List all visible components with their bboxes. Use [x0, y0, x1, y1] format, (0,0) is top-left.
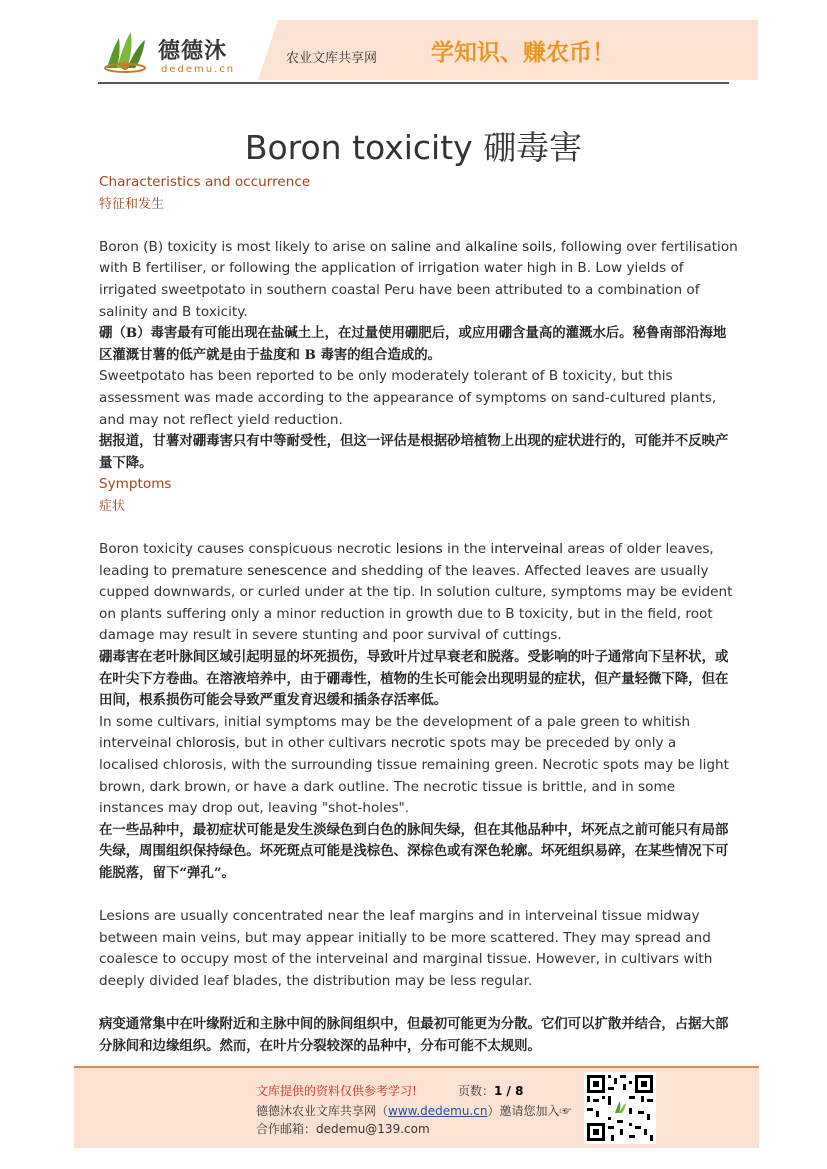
qr-code-icon[interactable] — [584, 1072, 656, 1144]
paragraph-5: Lesions are usually concentrated near the leaf margins and in interveinal tissue midway between main veins, but may appear initially to be more scattered. They may spread and coalesce to occupy most of the interveinal and marginal tissue. However, in cultivars with deeply divided leaf blades, the distribution may be less regular. — [99, 908, 713, 989]
text: and — [431, 238, 466, 255]
paragraph-2-cn: 据报道，甘薯对硼毒害只有中等耐受性，但这一评估是根据砂培植物上出现的症状进行的，可能并不反映产量下降。 — [99, 433, 729, 471]
footer-site-line — [256, 1102, 572, 1119]
glossary-link-necrotic[interactable]: necrotic — [390, 735, 446, 752]
spacer — [99, 215, 739, 237]
spacer — [99, 993, 739, 1015]
text: in the — [442, 541, 491, 558]
paragraph-3-cn: 硼毒害在老叶脉间区域引起明显的坏死损伤，导致叶片过早衰老和脱落。受影响的叶子通常向下呈杯状，或在叶尖下方卷曲。在溶液培养中，由于硼毒性，植物的生长可能会出现明显的症状，但产量轻微下降，但在田间，根系损伤可能会导致严重发育迟缓和插条存活率低。 — [99, 649, 729, 709]
footer-email: 合作邮箱：dedemu@139.com — [256, 1122, 430, 1136]
logo-name: 德德沐 — [158, 38, 228, 64]
text: ）邀请您加入☞ — [487, 1104, 572, 1118]
text: and shedding of the leaves. Affected leaves are usually cupped downwards, or curled under at the tip. In solution culture, symptoms may be evident on plants suffering only a minor reduction in growth due to B toxicity, but in the field, root damage may result in severe stunting and poor survival of cuttings. — [99, 562, 733, 644]
paragraph-4-cn: 在一些品种中，最初症状可能是发生淡绿色到白色的脉间失绿，但在其他品种中，坏死点之前可能只有局部失绿，周围组织保持绿色。坏死斑点可能是浅棕色、深棕色或有深色轮廓。坏死组织易碎，在某些情况下可能脱落，留下“弹孔”。 — [99, 821, 729, 881]
glossary-link-lesions[interactable]: lesions — [395, 541, 443, 558]
text: 德德沐农业文库共享网（ — [256, 1104, 389, 1118]
spacer — [99, 885, 739, 907]
page-header — [98, 20, 759, 82]
text: spots may be preceded by only a localised chlorosis, with the surrounding tissue remaining green. Necrotic spots may be light brown, dark brown, or have a dark outline. The necrotic tissue is brittle, and in some instances may drop out, leaving "shot-holes". — [99, 735, 729, 817]
paragraph-3 — [99, 539, 739, 647]
glossary-link-interveinal[interactable]: interveinal — [490, 541, 564, 558]
page-footer — [74, 1066, 759, 1148]
section-heading-characteristics-cn: 特征和发生 — [99, 196, 165, 212]
section-heading-symptoms-cn: 症状 — [99, 498, 126, 514]
paragraph-5-cn: 病变通常集中在叶缘附近和主脉中间的脉间组织中，但最初可能更为分散。它们可以扩散并结合，占据大部分脉间和边缘组织。然而，在叶片分裂较深的品种中，分布可能不太规则。 — [99, 1016, 729, 1054]
slogan: 学知识、赚农币！ — [431, 39, 615, 66]
paragraph-2: Sweetpotato has been reported to be only moderately tolerant of B toxicity, but this assessment was made according to the appearance of symptoms on sand-cultured plants, and may not reflect yield reduction. — [99, 368, 717, 428]
leaf-logo-icon — [103, 30, 155, 74]
section-heading-characteristics: Characteristics and occurrence — [99, 174, 311, 190]
document-title: Boron toxicity 硼毒害 — [244, 128, 583, 167]
header-divider — [98, 82, 729, 84]
document-body — [99, 172, 739, 1057]
glossary-link-chlorosis[interactable]: chlorosis — [175, 735, 236, 752]
text: In some cultivars, initial symptoms may be the development of a pale green to whitish interveinal — [99, 713, 691, 752]
page-counter — [458, 1082, 523, 1099]
text: areas of older leaves, leading to premature — [99, 541, 714, 579]
paragraph-1-cn: 硼（B）毒害最有可能出现在盐碱土上，在过量使用硼肥后，或应用硼含量高的灌溉水后。秘鲁南部沿海地区灌溉甘薯的低产就是由于盐度和 B 毒害的组合造成的。 — [99, 325, 727, 363]
glossary-link-alkaline-soils[interactable]: alkaline soils — [465, 238, 553, 255]
spacer — [99, 518, 739, 540]
text: Boron (B) toxicity is most likely to arise on — [99, 238, 392, 255]
section-heading-symptoms: Symptoms — [99, 476, 172, 493]
site-url-link[interactable]: www.dedemu.cn — [388, 1104, 488, 1118]
text: , but in other cultivars — [235, 735, 391, 752]
glossary-link-senescence[interactable]: senescence — [247, 562, 327, 579]
text: Boron toxicity causes conspicuous necrotic — [99, 541, 396, 558]
logo-domain: dedemu.cn — [161, 64, 236, 75]
text: , following over fertilisation with B fertiliser, or following the application of irrigation water high in B. Low yields of irrigated sweetpotato in southern coastal Peru have been attributed to a combination of salinity and B toxicity. — [99, 238, 738, 320]
page-value: 1 / 8 — [494, 1084, 524, 1098]
logo[interactable] — [103, 30, 253, 80]
paragraph-4 — [99, 712, 739, 820]
glossary-link-saline[interactable]: saline — [391, 238, 431, 255]
site-name: 农业文库共享网 — [286, 51, 378, 66]
paragraph-1 — [99, 237, 739, 323]
page-label: 页数： — [458, 1084, 495, 1098]
footer-disclaimer: 文库提供的资料仅供参考学习! — [256, 1084, 417, 1098]
